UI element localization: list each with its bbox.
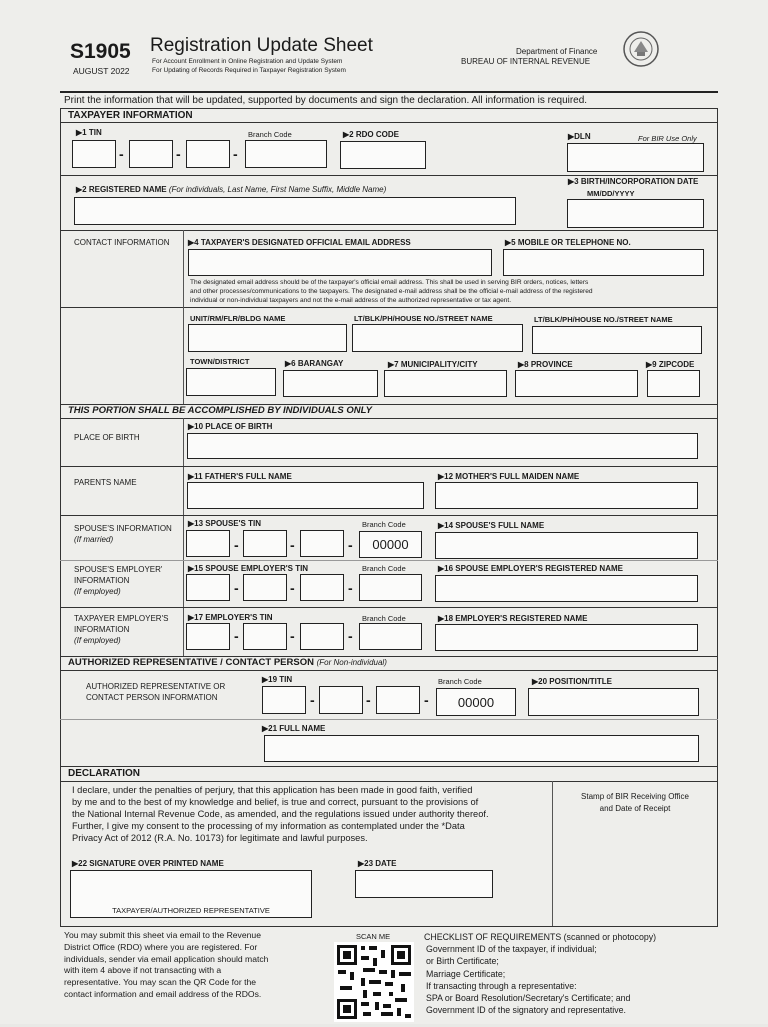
municipality-label: ▶7 MUNICIPALITY/CITY — [388, 360, 478, 369]
date-input[interactable] — [355, 870, 493, 898]
registered-name-input[interactable] — [74, 197, 516, 225]
zip-input[interactable] — [647, 370, 700, 397]
spouse-emp-tin-3[interactable] — [300, 574, 344, 601]
checklist-title: CHECKLIST OF REQUIREMENTS (scanned or photocopy) — [424, 932, 657, 942]
street-input-1[interactable] — [352, 324, 523, 352]
rep-tin-3[interactable] — [376, 686, 420, 714]
position-label: ▶20 POSITION/TITLE — [532, 677, 612, 686]
spouse-emp-tin-1[interactable] — [186, 574, 230, 601]
spouse-emp-tin-2[interactable] — [243, 574, 287, 601]
rep-full-name-input[interactable] — [264, 735, 699, 762]
form-subtitle-1: For Account Enrollment in Online Registration and Update System — [152, 58, 343, 65]
registered-name-label: ▶2 REGISTERED NAME (For individuals, Last Name, First Name Suffix, Middle Name) — [76, 185, 387, 194]
emp-branch-label: Branch Code — [362, 614, 406, 623]
full-name-label: ▶21 FULL NAME — [262, 724, 326, 733]
dln-label: ▶DLN — [568, 132, 591, 141]
contact-info-row: CONTACT INFORMATION — [74, 238, 170, 247]
spouse-employer-tin-label: ▶15 SPOUSE EMPLOYER'S TIN — [188, 564, 309, 573]
agency-bureau: BUREAU OF INTERNAL REVENUE — [461, 57, 591, 66]
rep-branch-value: 00000 — [457, 695, 495, 710]
bir-use-only: For BIR Use Only — [638, 134, 697, 143]
birth-date-format: MM/DD/YYYY — [587, 189, 635, 198]
email-input[interactable] — [188, 249, 492, 276]
checklist: CHECKLIST OF REQUIREMENTS (scanned or photocopy) Government ID of the taxpayer, if individual; or Birth Certificate; Marriage Certificate; If transacting through a representative: SPA or Board Resolution/Secretary's Certificate; and Government ID of the signatory and representative. — [424, 932, 657, 1016]
zip-label: ▶9 ZIPCODE — [646, 360, 695, 369]
father-label: ▶11 FATHER'S FULL NAME — [188, 472, 292, 481]
spouse-row: SPOUSE'S INFORMATION (If married) — [74, 524, 172, 544]
dln-input[interactable] — [567, 143, 704, 172]
rdo-label: ▶2 RDO CODE — [343, 130, 399, 139]
street-input-2[interactable] — [532, 326, 702, 354]
email-note-2: and other processes/communications to the taxpayers. The designated e-mail address shall be the official e-mail address of the registered — [190, 288, 593, 295]
spouse-employer-name-label: ▶16 SPOUSE EMPLOYER'S REGISTERED NAME — [438, 564, 623, 573]
municipality-input[interactable] — [384, 370, 507, 397]
rdo-code-input[interactable] — [340, 141, 426, 169]
instruction-text: Print the information that will be updated, supported by documents and sign the declaration. All information is required. — [64, 95, 588, 106]
unit-label: UNIT/RM/FLR/BLDG NAME — [190, 314, 286, 323]
emp-tin-3[interactable] — [300, 623, 344, 650]
tin-part-2[interactable] — [129, 140, 173, 168]
emp-branch-input[interactable] — [359, 623, 422, 650]
barangay-label: ▶6 BARANGAY — [285, 359, 344, 368]
auth-section-title: AUTHORIZED REPRESENTATIVE / CONTACT PERSON (For Non-individual) — [68, 657, 387, 668]
email-note-1: The designated email address should be of the taxpayer's official email address. This shall be used in serving BIR orders, notices, letters — [190, 279, 589, 286]
spouse-name-label: ▶14 SPOUSE'S FULL NAME — [438, 521, 545, 530]
tin-branch-code[interactable] — [245, 140, 327, 168]
submit-instructions: You may submit this sheet via email to the Revenue District Office (RDO) where you are registered. For individuals, sender via email application should match with item 4 above if not transacting with a representative. You may scan the QR Code for the contact information and email address of the RDOs. — [64, 930, 269, 999]
barangay-input[interactable] — [283, 370, 378, 397]
mother-label: ▶12 MOTHER'S FULL MAIDEN NAME — [438, 472, 580, 481]
mobile-input[interactable] — [503, 249, 704, 276]
form-title: Registration Update Sheet — [150, 35, 373, 56]
spouse-name-input[interactable] — [435, 532, 698, 559]
town-input[interactable] — [186, 368, 276, 396]
unit-input[interactable] — [188, 324, 347, 352]
spouse-employer-row: SPOUSE'S EMPLOYER' INFORMATION (If employed) — [74, 565, 163, 596]
date-label: ▶23 DATE — [358, 859, 397, 868]
lot-label: LT/BLK/PH/HOUSE NO./STREET NAME — [354, 314, 493, 323]
place-of-birth-input[interactable] — [187, 433, 698, 459]
spouse-emp-branch-input[interactable] — [359, 574, 422, 601]
scan-me-label: SCAN ME — [356, 932, 391, 941]
province-label: ▶8 PROVINCE — [518, 360, 573, 369]
employer-tin-label: ▶17 EMPLOYER'S TIN — [188, 613, 273, 622]
mother-input[interactable] — [435, 482, 698, 509]
rep-tin-1[interactable] — [262, 686, 306, 714]
employer-name-input[interactable] — [435, 624, 698, 651]
father-input[interactable] — [187, 482, 424, 509]
tin-label: ▶1 TIN — [76, 128, 102, 137]
taxpayer-section-title: TAXPAYER INFORMATION — [68, 110, 193, 121]
tin-part-1[interactable] — [72, 140, 116, 168]
rep-tin-2[interactable] — [319, 686, 363, 714]
spouse-tin-3[interactable] — [300, 530, 344, 557]
spouse-tin-label: ▶13 SPOUSE'S TIN — [188, 519, 261, 528]
mobile-label: ▶5 MOBILE OR TELEPHONE NO. — [505, 238, 631, 247]
spouse-tin-2[interactable] — [243, 530, 287, 557]
form-code: S1905 — [70, 40, 131, 63]
spouse-employer-name-input[interactable] — [435, 575, 698, 602]
spouse-tin-1[interactable] — [186, 530, 230, 557]
town-label: TOWN/DISTRICT — [190, 357, 250, 366]
signature-label: ▶22 SIGNATURE OVER PRINTED NAME — [72, 859, 224, 868]
individual-section-title: THIS PORTION SHALL BE ACCOMPLISHED BY INDIVIDUALS ONLY — [68, 405, 373, 416]
declaration-title: DECLARATION — [68, 768, 141, 779]
declaration-text: I declare, under the penalties of perjury, that this application has been made in good faith, verified by me and to the best of my knowledge and belief, is true and correct, pursuant to the provisions of the National Internal Revenue Code, as amended, and the regulations issued under authority thereof. Further, I give my consent to the processing of my information as contemplated under the *Data Privacy Act of 2012 (R.A. No. 10173) for legitimate and lawful purposes. — [72, 785, 489, 843]
parents-row: PARENTS NAME — [74, 478, 137, 487]
branch-code-label: Branch Code — [248, 130, 292, 139]
stamp-caption: Stamp of BIR Receiving Office and Date of Receipt — [581, 792, 689, 813]
signer-caption: TAXPAYER/AUTHORIZED REPRESENTATIVE — [112, 906, 270, 915]
qr-code-icon[interactable] — [334, 942, 414, 1022]
emp-tin-1[interactable] — [186, 623, 230, 650]
spouse-branch-label: Branch Code — [362, 520, 406, 529]
position-input[interactable] — [528, 688, 699, 716]
employer-name-label: ▶18 EMPLOYER'S REGISTERED NAME — [438, 614, 588, 623]
place-of-birth-row: PLACE OF BIRTH — [74, 433, 140, 442]
spouse-emp-branch-label: Branch Code — [362, 564, 406, 573]
form-date: AUGUST 2022 — [73, 66, 130, 76]
birth-date-input[interactable] — [567, 199, 704, 228]
birth-date-label: ▶3 BIRTH/INCORPORATION DATE — [568, 177, 699, 186]
emp-tin-2[interactable] — [243, 623, 287, 650]
rep-tin-label: ▶19 TIN — [262, 675, 293, 684]
spouse-branch-value: 00000 — [372, 537, 409, 552]
tin-part-3[interactable] — [186, 140, 230, 168]
bir-seal-icon — [622, 28, 660, 72]
auth-rep-row: AUTHORIZED REPRESENTATIVE OR CONTACT PERSON INFORMATION — [86, 682, 226, 702]
province-input[interactable] — [515, 370, 638, 397]
lot-label-2: LT/BLK/PH/HOUSE NO./STREET NAME — [534, 315, 673, 324]
form-subtitle-2: For Updating of Records Required in Taxpayer Registration System — [152, 67, 346, 74]
rep-branch-label: Branch Code — [438, 677, 482, 686]
place-of-birth-label: ▶10 PLACE OF BIRTH — [188, 422, 273, 431]
email-label: ▶4 TAXPAYER'S DESIGNATED OFFICIAL EMAIL ADDRESS — [188, 238, 411, 247]
taxpayer-employer-row: TAXPAYER EMPLOYER'S INFORMATION (If employed) — [74, 614, 169, 645]
email-note-3: individual or non-individual taxpayers and not the e-mail address of the authorized representative or tax agent. — [190, 297, 512, 304]
agency-dept: Department of Finance — [516, 47, 598, 56]
form-page: S1905 AUGUST 2022 Registration Update Sheet For Account Enrollment in Online Registration and Update System For Updating of Records Required in Taxpayer Registration System Department of Finance BUREAU OF INTERNAL REVENUE Print the information that will be updated, supported by documents and sign the declaration. All information is required. TAXPAYER INFORMATION ▶1 TIN - - - Branch Code ▶2 RDO CODE ▶DLN For BIR Use Only ▶2 REGISTERED NAME (For individuals, Last Name, First Name Suffix, Middle Name) ▶3 BIRTH/INCORPORATION DATE MM/DD/YYYY CONTACT INFORMATION ▶4 TAXPAYER'S DESIGNATED OFFICIAL EMAIL ADDRESS ▶5 MOBILE OR TELEPHONE NO. The designated email address should be of the taxpayer's official email address. This shall be used in serving BIR orders, notices, letters and other processes/communications to the taxpayers. The designated e-mail address shall be the official e-mail address of the registered individual or non-individual taxpayers and not the e-mail address of the authorized representative or tax agent. UNIT/RM/FLR/BLDG NAME LT/BLK/PH/HOUSE NO./STREET NAME LT/BLK/PH/HOUSE NO./STREET NAME TOWN/DISTRICT ▶6 BARANGAY ▶7 MUNICIPALITY/CITY ▶8 PROVINCE ▶9 ZIPCODE THIS PORTION SHALL BE ACCOMPLISHED BY INDIVIDUALS ONLY PLACE OF BIRTH ▶10 PLACE OF BIRTH PARENTS NAME ▶11 FATHER'S FULL NAME ▶12 MOTHER'S FULL MAIDEN NAME SPOUSE'S INFORMATION (If married) ▶13 SPOUSE'S TIN - - - Branch Code 00000 ▶14 SPOUSE'S FULL NAME SPOUSE'S EMPLOYER' INFORMATION (If employed) ▶15 SPOUSE EMPLOYER'S TIN - - - Branch Code ▶16 SPOUSE EMPLOYER'S REGISTERED NAME TAXPAYER EMPLOYER'S INFORMATION (If employed) ▶17 EMPLOYER'S TIN - - - Branch Code ▶18 EMPLOYER'S REGISTERED NAME AUTHORIZED REPRESENTATIVE / CONTACT PERSON (For Non-individual) AUTHORIZED REPRESENTATIVE OR CONTACT PERSON INFORMATION ▶19 TIN - - - Branch Code 00000 ▶20 POSITION/TITLE ▶21 FULL NAME DECLARATION I declare, under the penalties of perjury, that this application has been made in good faith, verified by me and to the best of my knowledge and belief, is true and correct, pursuant to the provisions of the National Internal Revenue Code, as amended, and the regulations issued under authority thereof. Further, I give my consent to the processing of my information as contemplated under the *Data Privacy Act of 2012 (R.A. No. 10173) for legitimate and lawful purposes. Stamp of BIR Receiving Office and Date of Receipt ▶22 SIGNATURE OVER PRINTED NAME TAXPAYER/AUTHORIZED REPRESENTATIVE ▶23 DATE You may submit this sheet via email to the Revenue District Office (RDO) where you are registered. For individuals, sender via email application should match with item 4 above if not transacting with a representative. You may scan the QR Code for the contact information and email address of the RDOs. SCAN ME CHECKLIST OF REQUIREMENTS (scanned or photocopy) Government ID of the taxpayer, if individual; or Birth Certificate; Marriage Certificate; If transacting through a representative: SPA or Board Resolution/Secretary's Certificate; and Government ID of the signatory and representative. — [0, 0, 768, 1024]
